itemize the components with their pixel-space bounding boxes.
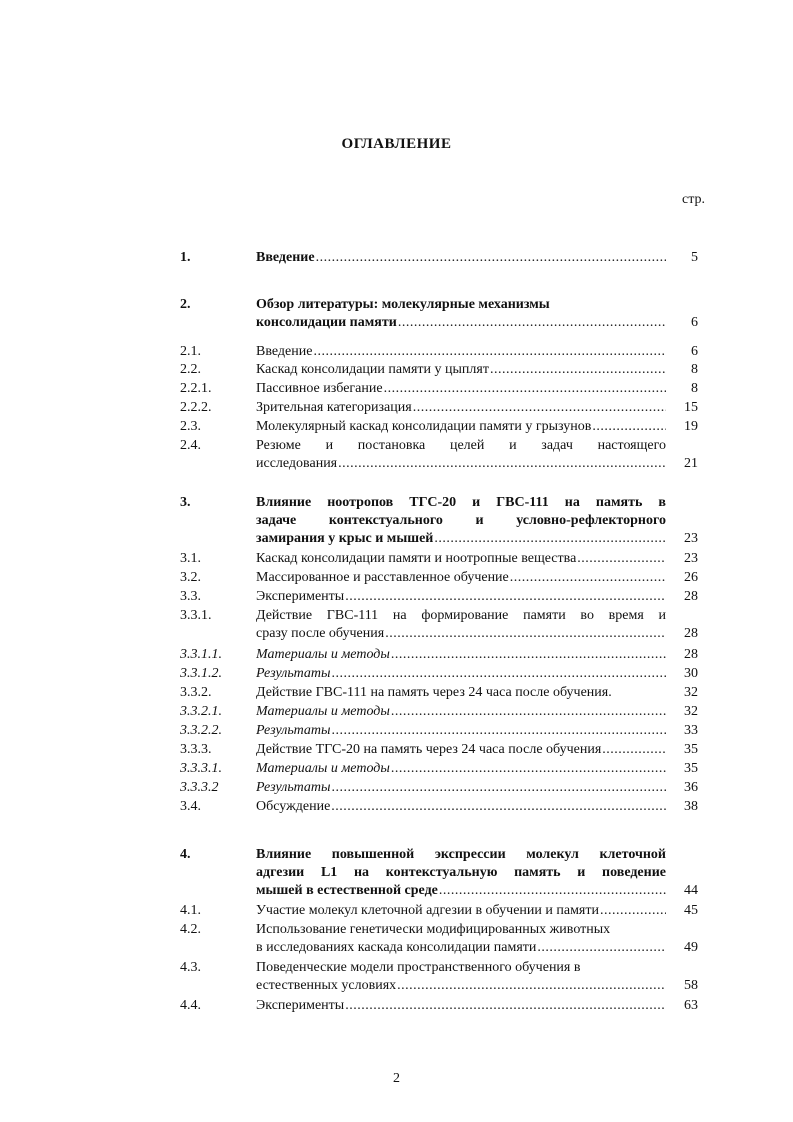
leader-dots	[331, 779, 666, 797]
page-title: ОГЛАВЛЕНИЕ	[341, 136, 452, 152]
toc-title: Обсуждение	[256, 799, 331, 814]
toc-title: Поведенческие модели пространственного обучения в	[256, 960, 581, 975]
leader-dots	[345, 588, 666, 606]
leader-dots	[397, 977, 666, 995]
toc-number: 3.3.1.	[180, 608, 212, 623]
toc-title: Материалы и методы	[256, 704, 390, 719]
toc-page: 6	[691, 344, 698, 359]
toc-title-cont: консолидации памяти	[256, 315, 397, 330]
toc-number: 1.	[180, 250, 191, 265]
toc-page: 28	[684, 647, 698, 662]
toc-page: 23	[684, 551, 698, 566]
toc-page: 6	[691, 315, 698, 330]
toc-number: 3.3.3.2	[180, 780, 219, 795]
toc-number: 3.3.1.1.	[180, 647, 222, 662]
toc-page: 35	[684, 761, 698, 776]
toc-page: 36	[684, 780, 698, 795]
toc-number: 2.4.	[180, 438, 201, 453]
toc-number: 3.3.3.	[180, 742, 212, 757]
leader-dots	[577, 550, 666, 568]
toc-number: 3.4.	[180, 799, 201, 814]
toc-title-cont: естественных условиях	[256, 978, 397, 993]
leader-dots	[490, 361, 666, 379]
toc-page: 23	[684, 531, 698, 546]
leader-dots	[602, 741, 666, 759]
toc-number: 3.1.	[180, 551, 201, 566]
leader-dots	[537, 939, 666, 957]
toc-number: 3.3.3.1.	[180, 761, 222, 776]
toc-title: Эксперименты	[256, 998, 345, 1013]
toc-title: Введение	[256, 250, 315, 265]
leader-dots	[338, 455, 666, 473]
leader-dots	[398, 314, 666, 332]
toc-number: 2.	[180, 297, 191, 312]
toc-title: Зрительная категоризация	[256, 400, 412, 415]
leader-dots	[439, 882, 666, 900]
toc-number: 2.2.1.	[180, 381, 212, 396]
toc-number: 3.3.2.1.	[180, 704, 222, 719]
toc-title: Действие ГВС-111 на память через 24 часа после обучения.	[256, 685, 612, 700]
toc-number: 4.	[180, 847, 191, 862]
toc-title: Молекулярный каскад консолидации памяти у грызунов	[256, 419, 592, 434]
leader-dots	[391, 760, 666, 778]
toc-title: Резюме и постановка целей и задач настоящего	[256, 438, 666, 453]
toc-page: 8	[691, 381, 698, 396]
leader-dots	[391, 646, 666, 664]
toc-title-cont: замирания у крыс и мышей	[256, 531, 434, 546]
toc-title-cont: адгезии L1 на контекстуальную память и поведение	[256, 865, 666, 880]
toc-number: 3.3.	[180, 589, 201, 604]
toc-number: 3.3.1.2.	[180, 666, 222, 681]
toc-number: 4.2.	[180, 922, 201, 937]
toc-page: 38	[684, 799, 698, 814]
toc-page: 19	[684, 419, 698, 434]
leader-dots	[385, 625, 666, 643]
toc-title-cont: сразу после обучения	[256, 626, 385, 641]
toc-number: 3.	[180, 495, 191, 510]
toc-number: 4.4.	[180, 998, 201, 1013]
leader-dots	[313, 343, 666, 361]
toc-number: 2.1.	[180, 344, 201, 359]
toc-title: Использование генетически модифицированных животных	[256, 922, 611, 937]
leader-dots	[331, 722, 666, 740]
toc-page: 30	[684, 666, 698, 681]
toc-title: Участие молекул клеточной адгезии в обучении и памяти	[256, 903, 599, 918]
toc-title: Введение	[256, 344, 313, 359]
toc-title: Результаты	[256, 780, 331, 795]
toc-number: 2.3.	[180, 419, 201, 434]
toc-page: 32	[684, 685, 698, 700]
toc-number: 3.3.2.2.	[180, 723, 222, 738]
leader-dots	[331, 665, 666, 683]
toc-title-cont: мышей в естественной среде	[256, 883, 438, 898]
toc-page: 15	[684, 400, 698, 415]
toc-page: 21	[684, 456, 698, 471]
toc-title: Каскад консолидации памяти у цыплят	[256, 362, 489, 377]
toc-title: Массированное и расставленное обучение	[256, 570, 509, 585]
toc-title: Действие ТГС-20 на память через 24 часа после обучения	[256, 742, 602, 757]
toc-page: 44	[684, 883, 698, 898]
toc-page: 33	[684, 723, 698, 738]
page-number: 2	[393, 1071, 400, 1086]
leader-dots	[510, 569, 666, 587]
leader-dots	[434, 530, 666, 548]
toc-page: 45	[684, 903, 698, 918]
leader-dots	[331, 798, 666, 816]
toc-title: Пассивное избегание	[256, 381, 383, 396]
toc-page: 28	[684, 626, 698, 641]
toc-title: Каскад консолидации памяти и ноотропные вещества	[256, 551, 577, 566]
leader-dots	[345, 997, 666, 1015]
toc-title: Действие ГВС-111 на формирование памяти во время и	[256, 608, 666, 623]
leader-dots	[413, 399, 666, 417]
toc-number: 2.2.	[180, 362, 201, 377]
toc-page: 35	[684, 742, 698, 757]
toc-page: 8	[691, 362, 698, 377]
toc-title-cont: в исследованиях каскада консолидации памяти	[256, 940, 537, 955]
leader-dots	[391, 703, 666, 721]
leader-dots	[316, 249, 666, 267]
toc-number: 2.2.2.	[180, 400, 212, 415]
toc-title-cont: задаче контекстуального и условно-рефлекторного	[256, 513, 666, 528]
toc-page: 26	[684, 570, 698, 585]
toc-title: Результаты	[256, 666, 331, 681]
leader-dots	[384, 380, 666, 398]
leader-dots	[600, 902, 666, 920]
toc-title: Эксперименты	[256, 589, 345, 604]
toc-title-cont: исследования	[256, 456, 338, 471]
leader-dots	[592, 418, 666, 436]
toc-number: 4.1.	[180, 903, 201, 918]
toc-page: 28	[684, 589, 698, 604]
toc-title: Результаты	[256, 723, 331, 738]
toc-number: 3.3.2.	[180, 685, 212, 700]
toc-number: 4.3.	[180, 960, 201, 975]
toc-title: Влияние повышенной экспрессии молекул клеточной	[256, 847, 666, 862]
toc-title: Материалы и методы	[256, 761, 390, 776]
toc-page: 58	[684, 978, 698, 993]
toc-page: 32	[684, 704, 698, 719]
toc-number: 3.2.	[180, 570, 201, 585]
page-column-label: стр.	[682, 192, 706, 207]
toc-page: 5	[691, 250, 698, 265]
toc-title: Влияние ноотропов ТГС-20 и ГВС-111 на память в	[256, 495, 666, 510]
toc-page: 49	[684, 940, 698, 955]
toc-title: Материалы и методы	[256, 647, 390, 662]
toc-title: Обзор литературы: молекулярные механизмы	[256, 297, 550, 312]
toc-page: 63	[684, 998, 698, 1013]
